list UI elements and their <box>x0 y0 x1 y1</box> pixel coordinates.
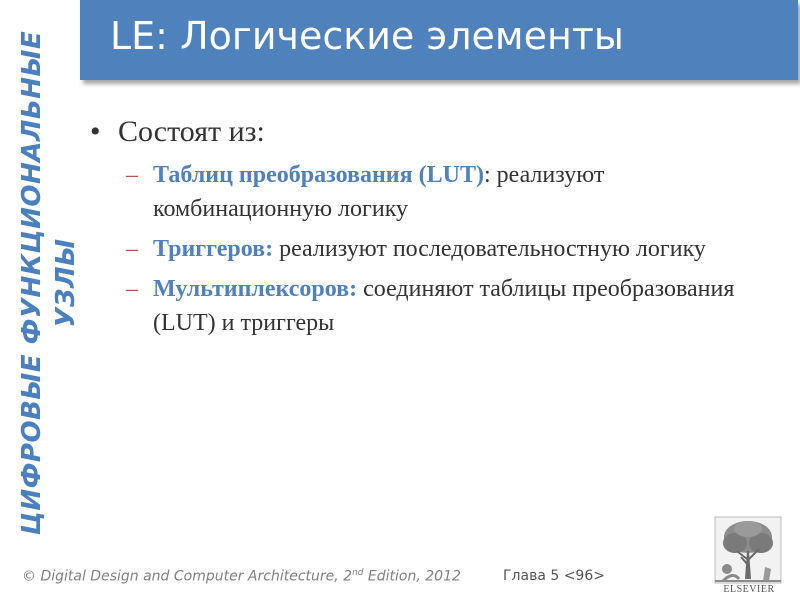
desc-multiplexers: соединяют таблицы преобразования (LUT) и триггеры <box>153 276 735 336</box>
dash-icon: – <box>126 162 138 188</box>
side-title-line-2: УЗЛЫ <box>51 237 81 328</box>
footer-copyright <box>22 568 461 585</box>
dash-icon: – <box>126 236 138 262</box>
side-title-line-1: ЦИФРОВЫЕ ФУНКЦИОНАЛЬНЫЕ <box>17 30 47 535</box>
sub-bullet-flipflops <box>90 232 750 266</box>
sub-bullet-multiplexers <box>90 272 750 340</box>
bullet-text: Состоят из: <box>118 115 265 148</box>
term-flipflops: Триггеров: <box>153 236 274 262</box>
bullet-item <box>90 112 750 152</box>
dash-icon: – <box>126 276 138 302</box>
page-number: Глава 5 <96> <box>503 568 605 584</box>
side-title-text <box>15 13 83 553</box>
elsevier-wordmark: ELSEVIER <box>723 584 775 595</box>
copyright-sup: nd <box>352 568 364 578</box>
copyright-suffix: Edition, 2012 <box>363 568 461 585</box>
desc-lut: : реализуют комбинационную логику <box>153 162 605 222</box>
term-lut: Таблиц преобразования (LUT) <box>153 162 484 188</box>
desc-flipflops: реализуют последовательностную логику <box>273 236 706 262</box>
slide-title: LE: Логические элементы <box>110 14 624 58</box>
slide-content <box>90 112 750 346</box>
term-multiplexers: Мультиплексоров: <box>153 276 358 302</box>
sub-bullet-lut <box>90 158 750 226</box>
elsevier-tree-icon <box>713 515 783 595</box>
bullet-icon: • <box>90 115 101 148</box>
title-bar <box>80 0 798 80</box>
side-title <box>0 0 98 565</box>
copyright-prefix: © Digital Design and Computer Architecture, 2 <box>22 568 353 585</box>
